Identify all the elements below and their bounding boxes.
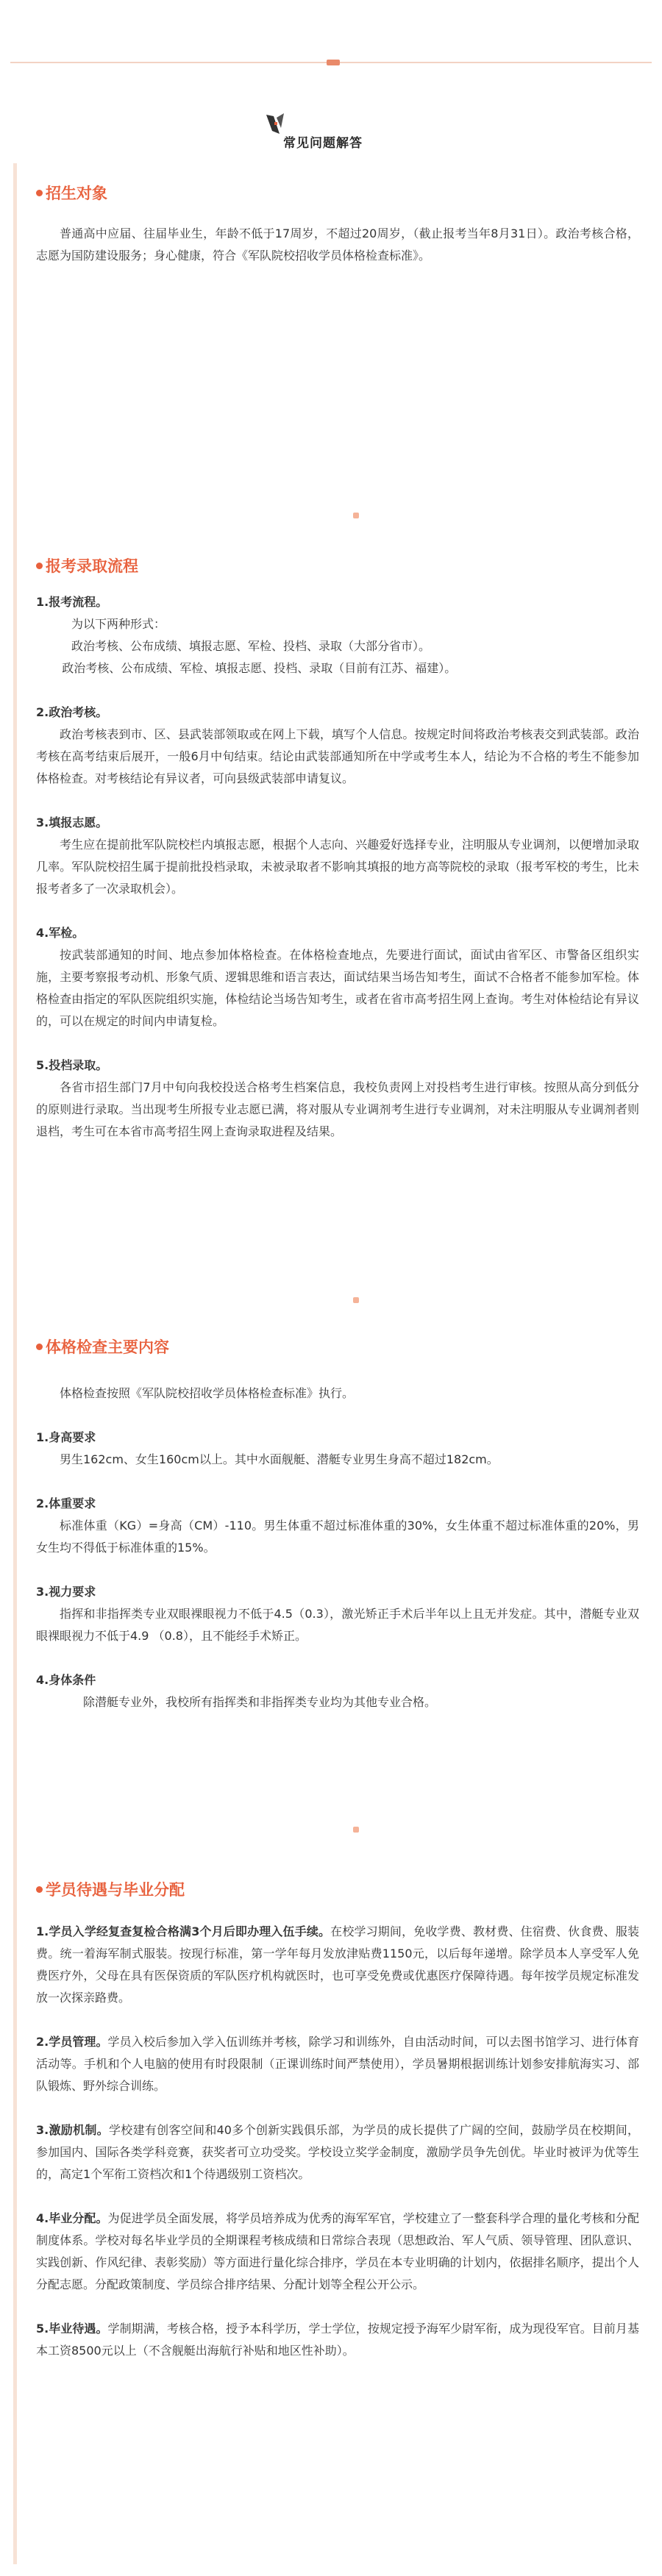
item-paragraph — [36, 2208, 639, 2296]
item-paragraph — [36, 1921, 639, 2009]
item-lead: 2.学员管理。 — [36, 2035, 108, 2049]
item-title: 3.视力要求 — [36, 1585, 96, 1599]
bullet-dot-icon — [36, 563, 43, 569]
separator-icon — [352, 1825, 360, 1834]
item-text: 学校建有创客空间和40多个创新实践俱乐部，为学员的成长提供了广阔的空间，鼓励学员在校期间，参加国内、国际各类学科竞赛，获奖者可立功受奖。学校设立奖学金制度，激励学员争先创优。毕业时被评为优等生的，高定1个军衔工资档次和1个待遇级别工资档次。 — [36, 2123, 639, 2181]
item-paragraph — [36, 2031, 639, 2097]
item-paragraph — [36, 2318, 639, 2362]
item-text: 考生应在提前批军队院校栏内填报志愿，根据个人志向、兴趣爱好选择专业，注明服从专业调剂，以便增加录取几率。军队院校招生属于提前批投档录取，未被录取者不影响其填报的地方高等院校的录取（报考军校的考生，比未报考者多了一次录取机会）。 — [36, 838, 639, 896]
item-text: 指挥和非指挥类专业双眼裸眼视力不低于4.5（0.3），激光矫正手术后半年以上且无并发症。其中，潜艇专业双眼裸眼视力不低于4.9 （0.8），且不能经手术矫正。 — [36, 1607, 639, 1643]
page-title: 常见问题解答 — [283, 136, 363, 151]
bullet-dot-icon — [36, 190, 43, 196]
item-lead: 4.毕业分配。 — [36, 2211, 108, 2225]
item-title: 5.投档录取。 — [36, 1058, 108, 1072]
section-admission-process — [36, 553, 639, 1143]
section-title — [36, 553, 639, 578]
item-title: 3.填报志愿。 — [36, 816, 108, 829]
section-student-benefits — [36, 1877, 639, 2362]
item-title: 1.身高要求 — [36, 1430, 96, 1444]
section-physical-exam — [36, 1334, 639, 1713]
item-text: 标准体重（KG）=身高（CM）-110。男生体重不超过标准体重的30%，女生体重不超过标准体重的20%，男女生均不得低于标准体重的15%。 — [36, 1519, 639, 1555]
item-text: 在校学习期间，免收学费、教材费、住宿费、伙食费、服装费。统一着海军制式服装。按现行标准，第一学年每月发放津贴费1150元，以后每年递增。除学员本人享受军人免费医疗外，父母在具有医保资质的军队医疗机构就医时，也可享受免费或优惠医疗保障待遇。每年按学员规定标准发放一次探亲路费。 — [36, 1924, 639, 2005]
section-title-text: 招生对象 — [46, 185, 107, 202]
section-title — [36, 1334, 639, 1359]
separator-icon — [352, 511, 360, 520]
bullet-dot-icon — [36, 1344, 43, 1350]
section-title-text: 体格检查主要内容 — [46, 1338, 169, 1356]
item-lead: 3.激励机制。 — [36, 2123, 109, 2137]
item-text: 为以下两种形式： — [71, 617, 166, 631]
item-title: 1.报考流程。 — [36, 595, 108, 609]
section-title — [36, 180, 639, 205]
section-title-text: 学员待遇与毕业分配 — [46, 1881, 185, 1899]
item-title: 4.军检。 — [36, 926, 85, 940]
paragraph: 普通高中应届、往届毕业生，年龄不低于17周岁，不超过20周岁，（截止报考当年8月31日）。政治考核合格，志愿为国防建设服务；身心健康，符合《军队院校招收学员体格检查标准》。 — [36, 226, 639, 263]
item-text: 为促进学员全面发展，将学员培养成为优秀的海军军官，学校建立了一整套科学合理的量化考核和分配制度体系。学校对每名毕业学员的全期课程考核成绩和日常综合表现（思想政治、军人气质、领导管理、团队意识、实践创新、作风纪律、表彰奖励）等方面进行量化综合排序，学员在本专业明确的计划内，依据排名顺序，提出个人分配志愿。分配政策制度、学员综合排序结果、分配计划等全程公开公示。 — [36, 2211, 639, 2291]
item-text: 学制期满，考核合格，授予本科学历，学士学位，按规定授予海军少尉军衔，成为现役军官。目前月基本工资8500元以上（不含舰艇出海航行补贴和地区性补助）。 — [36, 2322, 639, 2358]
item-lead: 1.学员入学经复查复检合格满3个月后即办理入伍手续。 — [36, 1924, 331, 1938]
item-text: 学员入校后参加入学入伍训练并考核，除学习和训练外，自由活动时间，可以去图书馆学习、进行体育活动等。手机和个人电脑的使用有时段限制（正课训练时间严禁使用），学员暑期根据训练计划参安排航海实习、部队锻炼、野外综合训练。 — [36, 2035, 639, 2093]
separator-icon — [352, 1296, 360, 1305]
item-title: 2.政治考核。 — [36, 705, 108, 719]
item-text: 政治考核表到市、区、县武装部领取或在网上下载，填写个人信息。按规定时间将政治考核表交到武装部。政治考核在高考结束后展开，一般6月中旬结束。结论由武装部通知所在中学或考生本人，结论为不合格的考生不能参加体格检查。对考核结论有异议者，可向县级武装部申请复议。 — [36, 727, 639, 785]
top-divider-accent — [327, 60, 340, 65]
item-text: 政治考核、公布成绩、军检、填报志愿、投档、录取（目前有江苏、福建）。 — [62, 661, 457, 675]
item-title: 4.身体条件 — [36, 1673, 96, 1687]
section-title — [36, 1877, 639, 1902]
section-enrollment-target — [36, 180, 639, 267]
item-text: 男生162cm、女生160cm以上。其中水面舰艇、潜艇专业男生身高不超过182cm。 — [60, 1452, 499, 1466]
item-text: 除潜艇专业外，我校所有指挥类和非指挥类专业均为其他专业合格。 — [83, 1695, 437, 1709]
item-text: 按武装部通知的时间、地点参加体格检查。在体格检查地点，先要进行面试，面试由省军区、市警备区组织实施，主要考察报考动机、形象气质、逻辑思维和语言表达，面试结果当场告知考生，面试不合格者不能参加军检。体格检查由指定的军队医院组织实施，体检结论当场告知考生，或者在省市高考招生网上查询。考生对体检结论有异议的，可以在规定的时间内申请复检。 — [36, 948, 639, 1028]
item-paragraph — [36, 2119, 639, 2186]
item-text: 各省市招生部门7月中旬向我校投送合格考生档案信息，我校负责网上对投档考生进行审核。按照从高分到低分的原则进行录取。当出现考生所报专业志愿已满，将对服从专业调剂考生进行专业调剂，对未注明服从专业调剂者则退档，考生可在本省市高考招生网上查询录取进程及结果。 — [36, 1080, 639, 1138]
content-panel — [13, 163, 649, 2564]
section-title-text: 报考录取流程 — [46, 557, 138, 575]
item-title: 2.体重要求 — [36, 1496, 96, 1510]
item-text: 政治考核、公布成绩、填报志愿、军检、投档、录取（大部分省市）。 — [71, 639, 431, 653]
paragraph: 体格检查按照《军队院校招收学员体格检查标准》执行。 — [60, 1386, 355, 1400]
bullet-dot-icon — [36, 1886, 43, 1893]
item-lead: 5.毕业待遇。 — [36, 2322, 108, 2336]
